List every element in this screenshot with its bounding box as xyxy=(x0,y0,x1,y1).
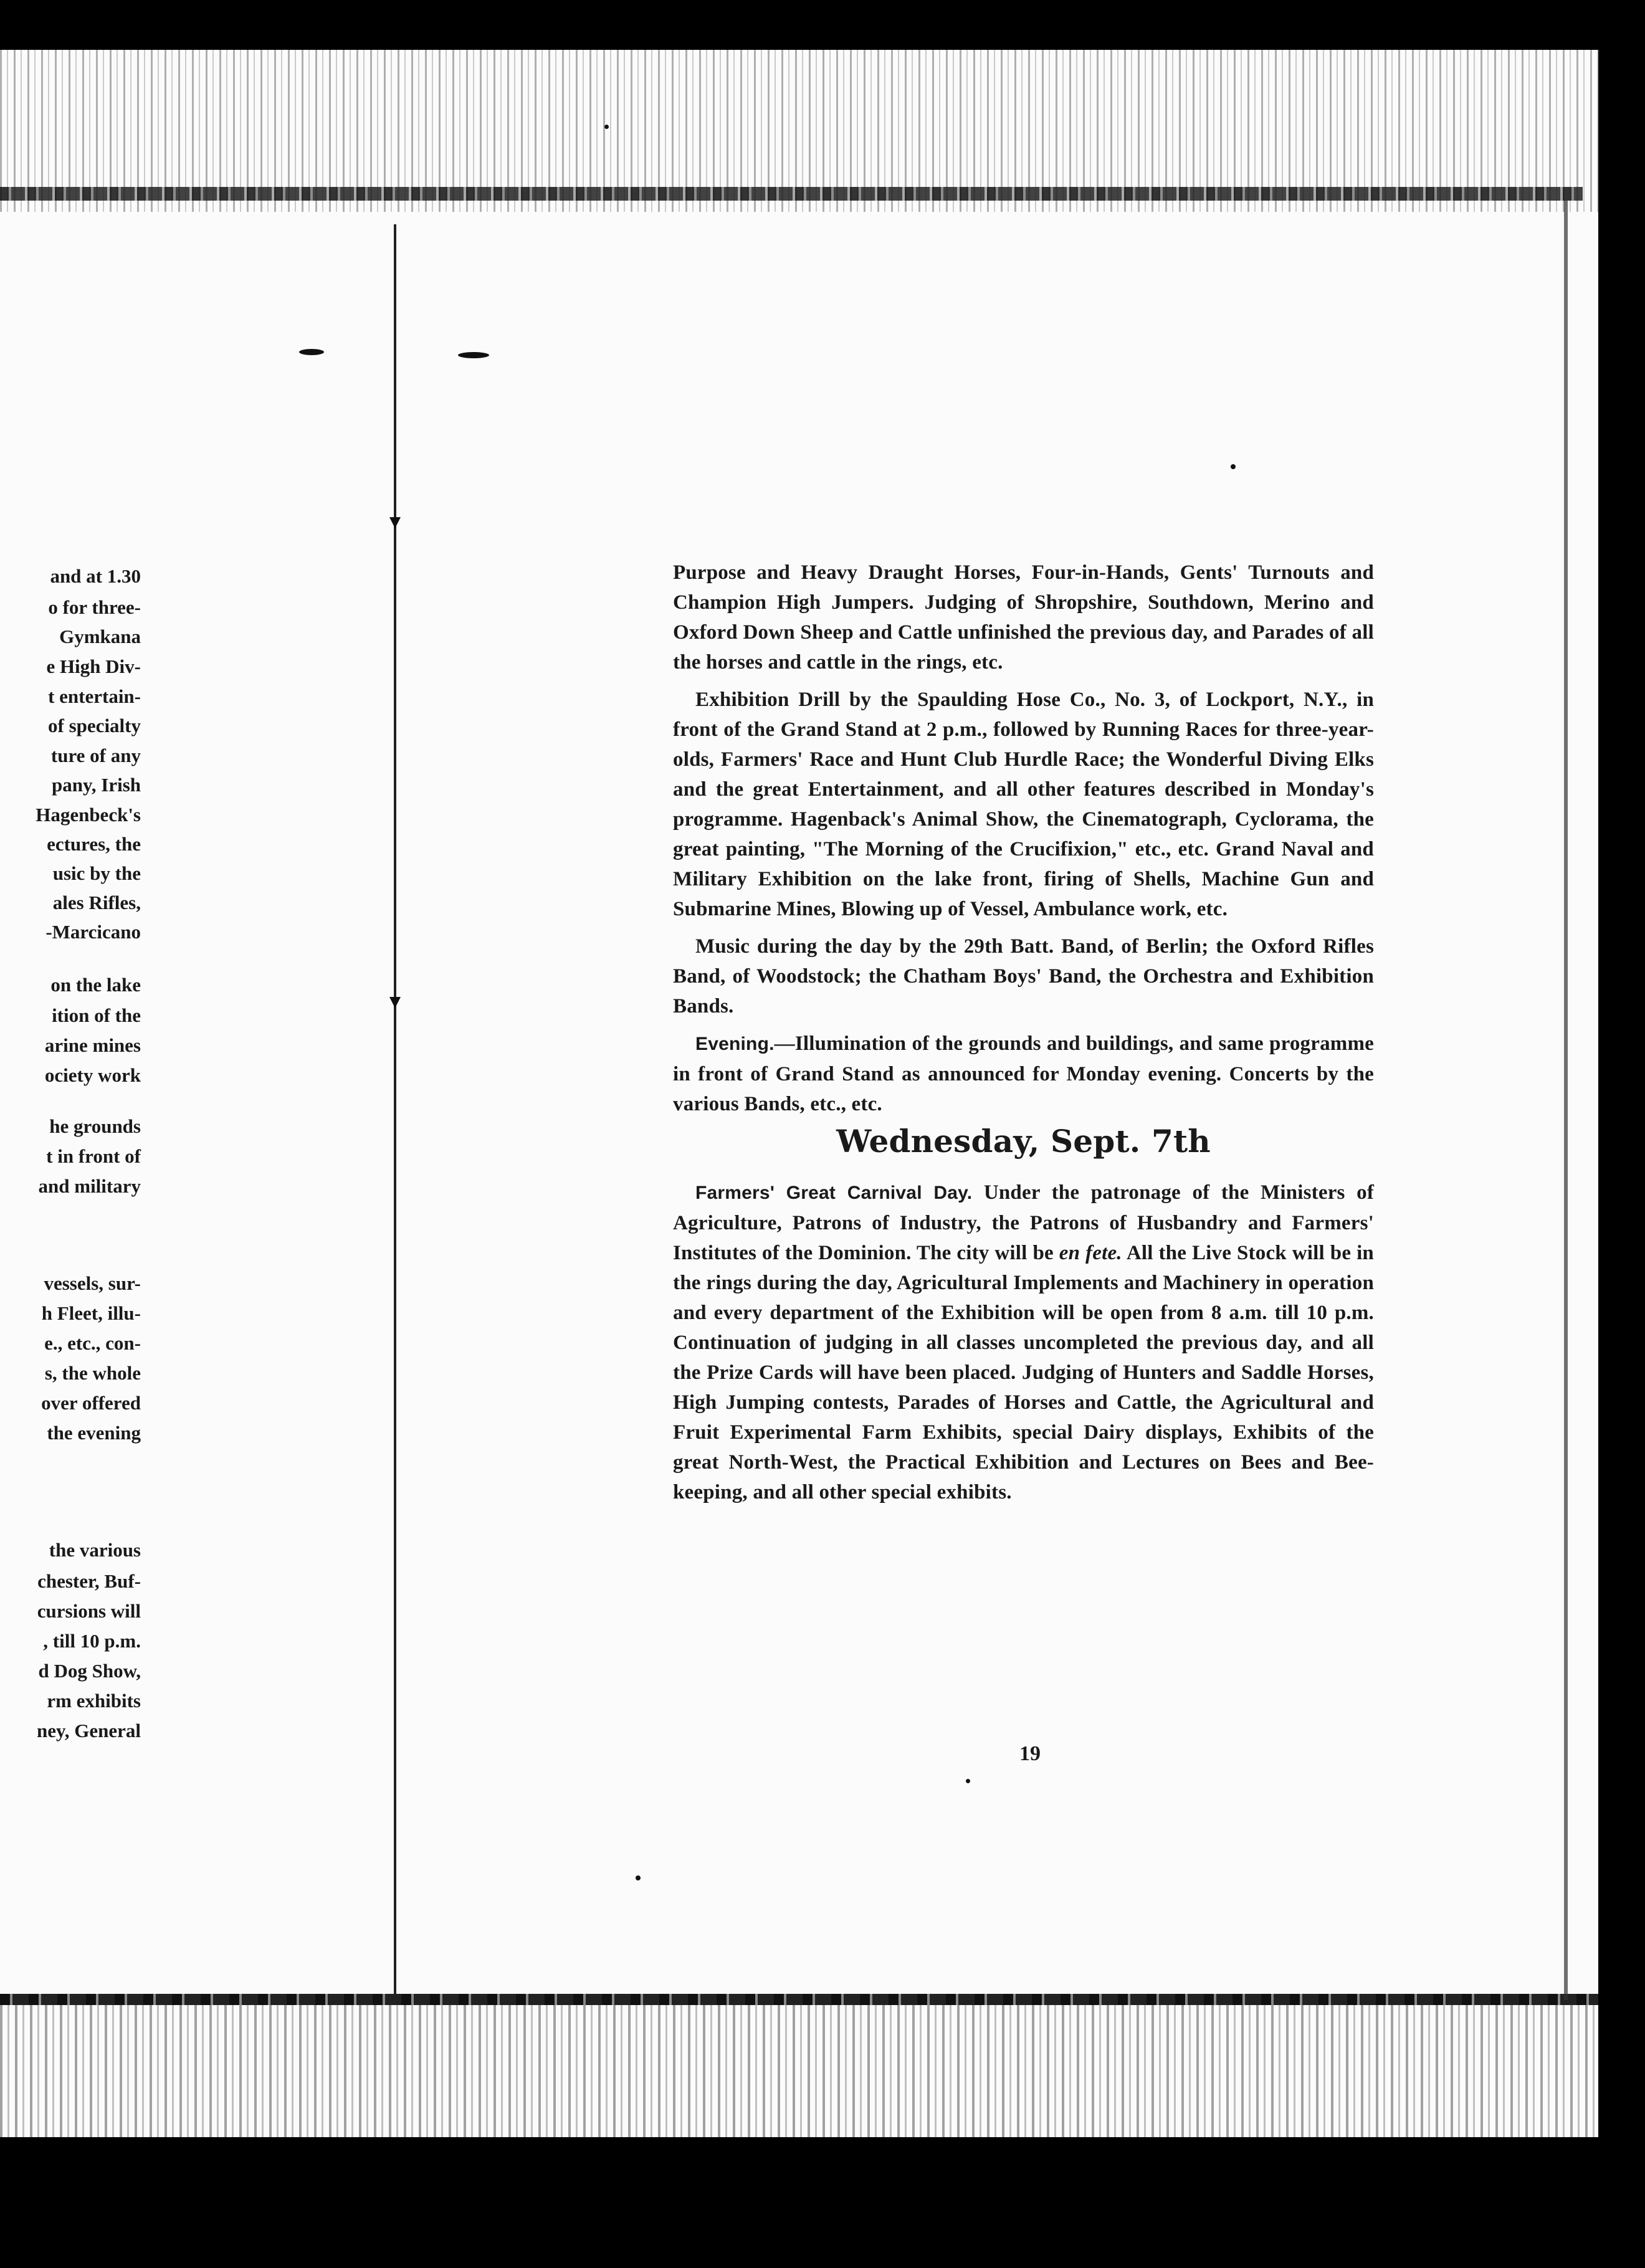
left-fragment-line: e., etc., con- xyxy=(44,1332,141,1354)
left-page-column xyxy=(0,0,141,2268)
page-right-edge xyxy=(1564,199,1568,2000)
tuesday-paragraph-exhibition: Exhibition Drill by the Spaulding Hose Co., No. 3, of Lockport, N.Y., in front of the Grand Stand at 2 p.m., followed by Running Races for three-year-olds, Farmers' Race and Hunt Club Hurdle Race; the Wonderful Diving Elks and the great Entertainment, and all other features described in Monday's programme. Hagenback's Animal Show, the Cinematograph, Cyclorama, the great painting, "The Morning of the Crucifixion," etc., etc. Grand Naval and Military Exhibition on the lake front, firing of Shells, Machine Gun and Submarine Mines, Blowing up of Vessel, Ambulance work, etc. xyxy=(673,688,1374,920)
page-gutter xyxy=(394,224,396,1994)
left-fragment-line: ney, General xyxy=(36,1720,141,1742)
left-fragment-line: rm exhibits xyxy=(47,1690,141,1712)
left-fragment-line: and at 1.30 xyxy=(50,565,141,587)
left-fragment-line: ectures, the xyxy=(47,833,141,855)
tuesday-paragraph-evening xyxy=(673,1029,1374,1119)
carnival-run-head: Farmers' Great Carnival Day. xyxy=(695,1183,973,1203)
left-fragment-line: ition of the xyxy=(52,1004,141,1026)
left-fragment-line: d Dog Show, xyxy=(38,1660,141,1682)
left-fragment-line: Hagenbeck's xyxy=(36,804,141,826)
ink-speck xyxy=(1231,464,1236,469)
left-fragment-line: Gymkana xyxy=(59,626,141,647)
left-fragment-line: , till 10 p.m. xyxy=(43,1630,141,1652)
gutter-mark xyxy=(389,997,401,1008)
left-fragment-line: -Marcicano xyxy=(45,921,141,943)
left-fragment-line: pany, Irish xyxy=(51,774,141,796)
left-fragment-line: and military xyxy=(38,1175,141,1197)
ink-speck xyxy=(458,352,489,358)
left-fragment-line: the various xyxy=(49,1539,141,1561)
page-number: 19 xyxy=(1019,1742,1041,1765)
left-fragment-line: ture of any xyxy=(50,745,141,766)
ink-speck xyxy=(604,125,609,129)
torn-bottom-edge xyxy=(0,1994,1598,2137)
wednesday-text-2: All the Live Stock will be in the rings during the day, Agricultural Implements and Machinery in operation and every department of the Exhibition will be open from 8 a.m. till 10 p.m. Continuation of judging in all classes uncompleted the previous day, and all the Prize Cards will have been placed. Judging of Hunters and Saddle Horses, High Jumping contests, Parades of Horses and Cattle, the Agricultural and Fruit Experimental Farm Exhibits, special Dairy displays, Exhibits of the great North-West, the Practical Exhibition and Lectures on Bees and Bee-keeping, and all other special exhibits. xyxy=(673,1242,1374,1503)
left-fragment-line: usic by the xyxy=(52,862,141,884)
tuesday-paragraph-music: Music during the day by the 29th Batt. Band, of Berlin; the Oxford Rifles Band, of Woodstock; the Chatham Boys' Band, the Orchestra and Exhibition Bands. xyxy=(673,935,1374,1017)
ink-speck xyxy=(299,349,324,355)
bottom-rule xyxy=(0,1994,1598,2005)
evening-run-head: Evening. xyxy=(695,1034,775,1054)
left-fragment-line: of specialty xyxy=(48,715,141,736)
left-fragment-line: arine mines xyxy=(44,1034,141,1056)
left-fragment-line: the evening xyxy=(47,1422,141,1444)
left-fragment-line: chester, Buf- xyxy=(37,1570,141,1592)
right-page-column xyxy=(673,558,1374,1515)
evening-text: —Illumination of the grounds and buildings, and same programme in front of Grand Stand as announced for Monday evening. Concerts by the various Bands, etc., etc. xyxy=(673,1032,1374,1115)
wednesday-paragraph xyxy=(673,1178,1374,1507)
left-fragment-line: ales Rifles, xyxy=(52,892,141,913)
gutter-mark xyxy=(389,517,401,528)
top-rule xyxy=(0,187,1583,201)
left-fragment-line: t in front of xyxy=(46,1145,141,1167)
left-fragment-line: over offered xyxy=(41,1392,141,1414)
wednesday-heading: Wednesday, Sept. 7th xyxy=(836,1123,1211,1160)
left-fragment-line: o for three- xyxy=(48,596,141,618)
left-fragment-line: on the lake xyxy=(50,974,141,996)
ink-speck xyxy=(636,1875,641,1880)
wednesday-text-1: Under the patronage of the Ministers of Agriculture, Patrons of Industry, the Patrons of Husbandry and Farmers' Institutes of the Dominion. The city will be xyxy=(673,1181,1375,1264)
left-fragment-line: t entertain- xyxy=(48,685,141,707)
left-fragment-line: vessels, sur- xyxy=(44,1272,141,1294)
tuesday-paragraph-horses: Purpose and Heavy Draught Horses, Four-in-Hands, Gents' Turnouts and Champion High Jumpers. Judging of Shropshire, Southdown, Merino and Oxford Down Sheep and Cattle unfinished the previous day, and Parades of all the horses and cattle in the rings, etc. xyxy=(673,561,1374,674)
ink-speck xyxy=(966,1779,970,1783)
left-fragment-line: ociety work xyxy=(44,1064,141,1086)
left-fragment-line: he grounds xyxy=(49,1115,141,1137)
left-fragment-line: cursions will xyxy=(37,1600,141,1622)
wednesday-italic: en fete. xyxy=(1059,1242,1122,1264)
left-fragment-line: s, the whole xyxy=(44,1362,141,1384)
left-fragment-line: e High Div- xyxy=(46,655,141,677)
left-fragment-line: h Fleet, illu- xyxy=(41,1302,141,1324)
